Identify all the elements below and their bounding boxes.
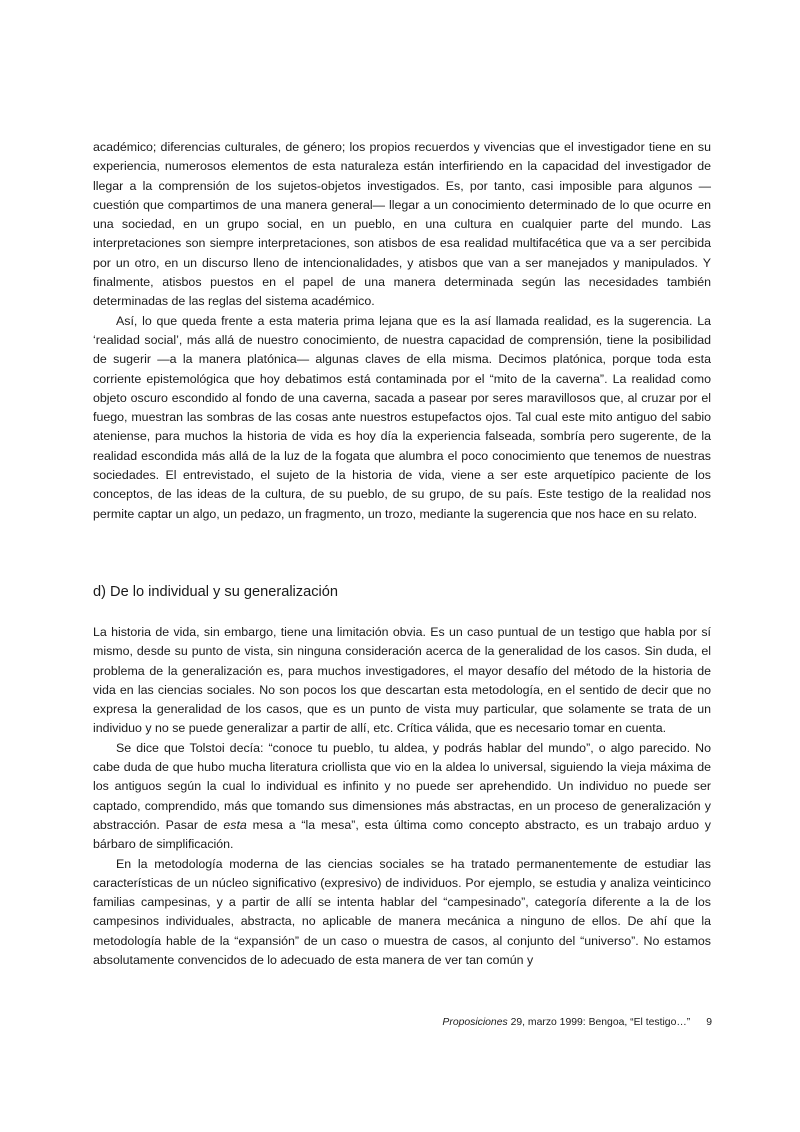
section-heading: d) De lo individual y su generalización <box>93 584 338 600</box>
paragraph-limitacion: La historia de vida, sin embargo, tiene una limitación obvia. Es un caso puntual de un testigo que habla por sí mismo, desde su punto de vista, sin ninguna consideración acerca de la generalidad de los casos. Sin duda, el problema de la generalización es, para muchos investigadores, el mayor desafío del método de la historia de vida en las ciencias sociales. No son pocos los que descartan esta metodología, en el sentido de decir que no expresa la generalidad de los casos, que es un punto de vista muy particular, que solamente se trata de un individuo y no se puede generalizar a partir de allí, etc. Crítica válida, que es necesario tomar en cuenta. <box>93 625 711 736</box>
body-text-section-2 <box>93 623 711 970</box>
paragraph-tolstoi <box>93 739 711 855</box>
paragraph-continuation: académico; diferencias culturales, de género; los propios recuerdos y vivencias que el investigador tiene en su experiencia, numerosos elementos de esta naturaleza están interfiriendo en la capacidad del investigador de llegar a la comprensión de los sujetos-objetos investigados. Es, por tanto, casi imposible para algunos —cuestión que compartimos de una manera general— llegar a un conocimiento determinado de lo que ocurre en una sociedad, en un grupo social, en un pueblo, en una cultura en cualquier parte del mundo. Las interpretaciones son siempre interpretaciones, son atisbos de esa realidad multifacética que va a ser percibida por un otro, en un discurso lleno de intencionalidades, y atisbos que van a ser manejados y manipulados. Y finalmente, atisbos puestos en el papel de una manera determinada según las necesidades también determinadas de las reglas del sistema académico. <box>93 140 711 309</box>
paragraph-metodologia: En la metodología moderna de las ciencias sociales se ha tratado permanentemente de estudiar las características de un núcleo significativo (expresivo) de individuos. Por ejemplo, se estudia y analiza veinticinco familias campesinas, y a partir de allí se intenta hablar del “campesinado”, categoría diferente a la de los campesinos individuales, abstracta, no aplicable de manera mecánica a ninguno de ellos. De ahí que la metodología hable de la “expansión” de un caso o muestra de casos, al conjunto del “universo”. No estamos absolutamente convencidos de lo adecuado de esta manera de ver tan común y <box>93 856 711 968</box>
body-text-section-1 <box>93 138 711 524</box>
italic-word: esta <box>223 817 247 832</box>
tolstoi-text-start: Se dice que Tolstoi decía: “conoce tu pueblo, tu aldea, y podrás hablar del mundo”, o algo parecido. No cabe duda de que hubo mucha literatura criollista que vio en la aldea lo universal, siguiendo la vieja máxima de los antiguos según la cual lo individual es infinito y no puede ser aprehendido. Un individuo no puede ser captado, comprendido, más que tomando sus dimensiones más abstractas, en un proceso de generalización y abstracción. Pasar de <box>93 740 711 832</box>
citation-text: 29, marzo 1999: Bengoa, “El testigo…” <box>507 1017 691 1028</box>
paragraph-sugerencia: Así, lo que queda frente a esta materia prima lejana que es la así llamada realidad, es la sugerencia. La ‘realidad social’, más allá de nuestro conocimiento, de nuestra capacidad de comprensión, tiene la posibilidad de sugerir —a la manera platónica— algunas claves de ella misma. Decimos platónica, porque toda esta corriente epistemológica que hoy debatimos está contaminada por el “mito de la caverna”. La realidad como objeto oscuro escondido al fondo de una caverna, sacada a pasear por seres maravillosos que, al cruzar por el fuego, muestran las sombras de las cosas ante nuestros estupefactos ojos. Tal cual este mito antiguo del sabio ateniense, para muchos la historia de vida es hoy día la experiencia falseada, sombría pero sugerente, de la realidad escondida más allá de la luz de la fogata que alumbra el poco conocimiento que tenemos de nuestras sociedades. El entrevistado, el sujeto de la historia de vida, viene a ser este arquetípico paciente de los conceptos, de las ideas de la cultura, de su pueblo, de su grupo, de su país. Este testigo de la realidad nos permite captar un algo, un pedazo, un fragmento, un trozo, mediante la sugerencia que nos hace en su relato. <box>93 313 711 521</box>
tolstoi-text-end: mesa a “la mesa”, esta última como concepto abstracto, es un trabajo arduo y bárbaro de simplificación. <box>93 817 711 852</box>
journal-name: Proposiciones <box>442 1017 508 1028</box>
page-number: 9 <box>706 1017 712 1028</box>
page-footer <box>440 1016 712 1030</box>
